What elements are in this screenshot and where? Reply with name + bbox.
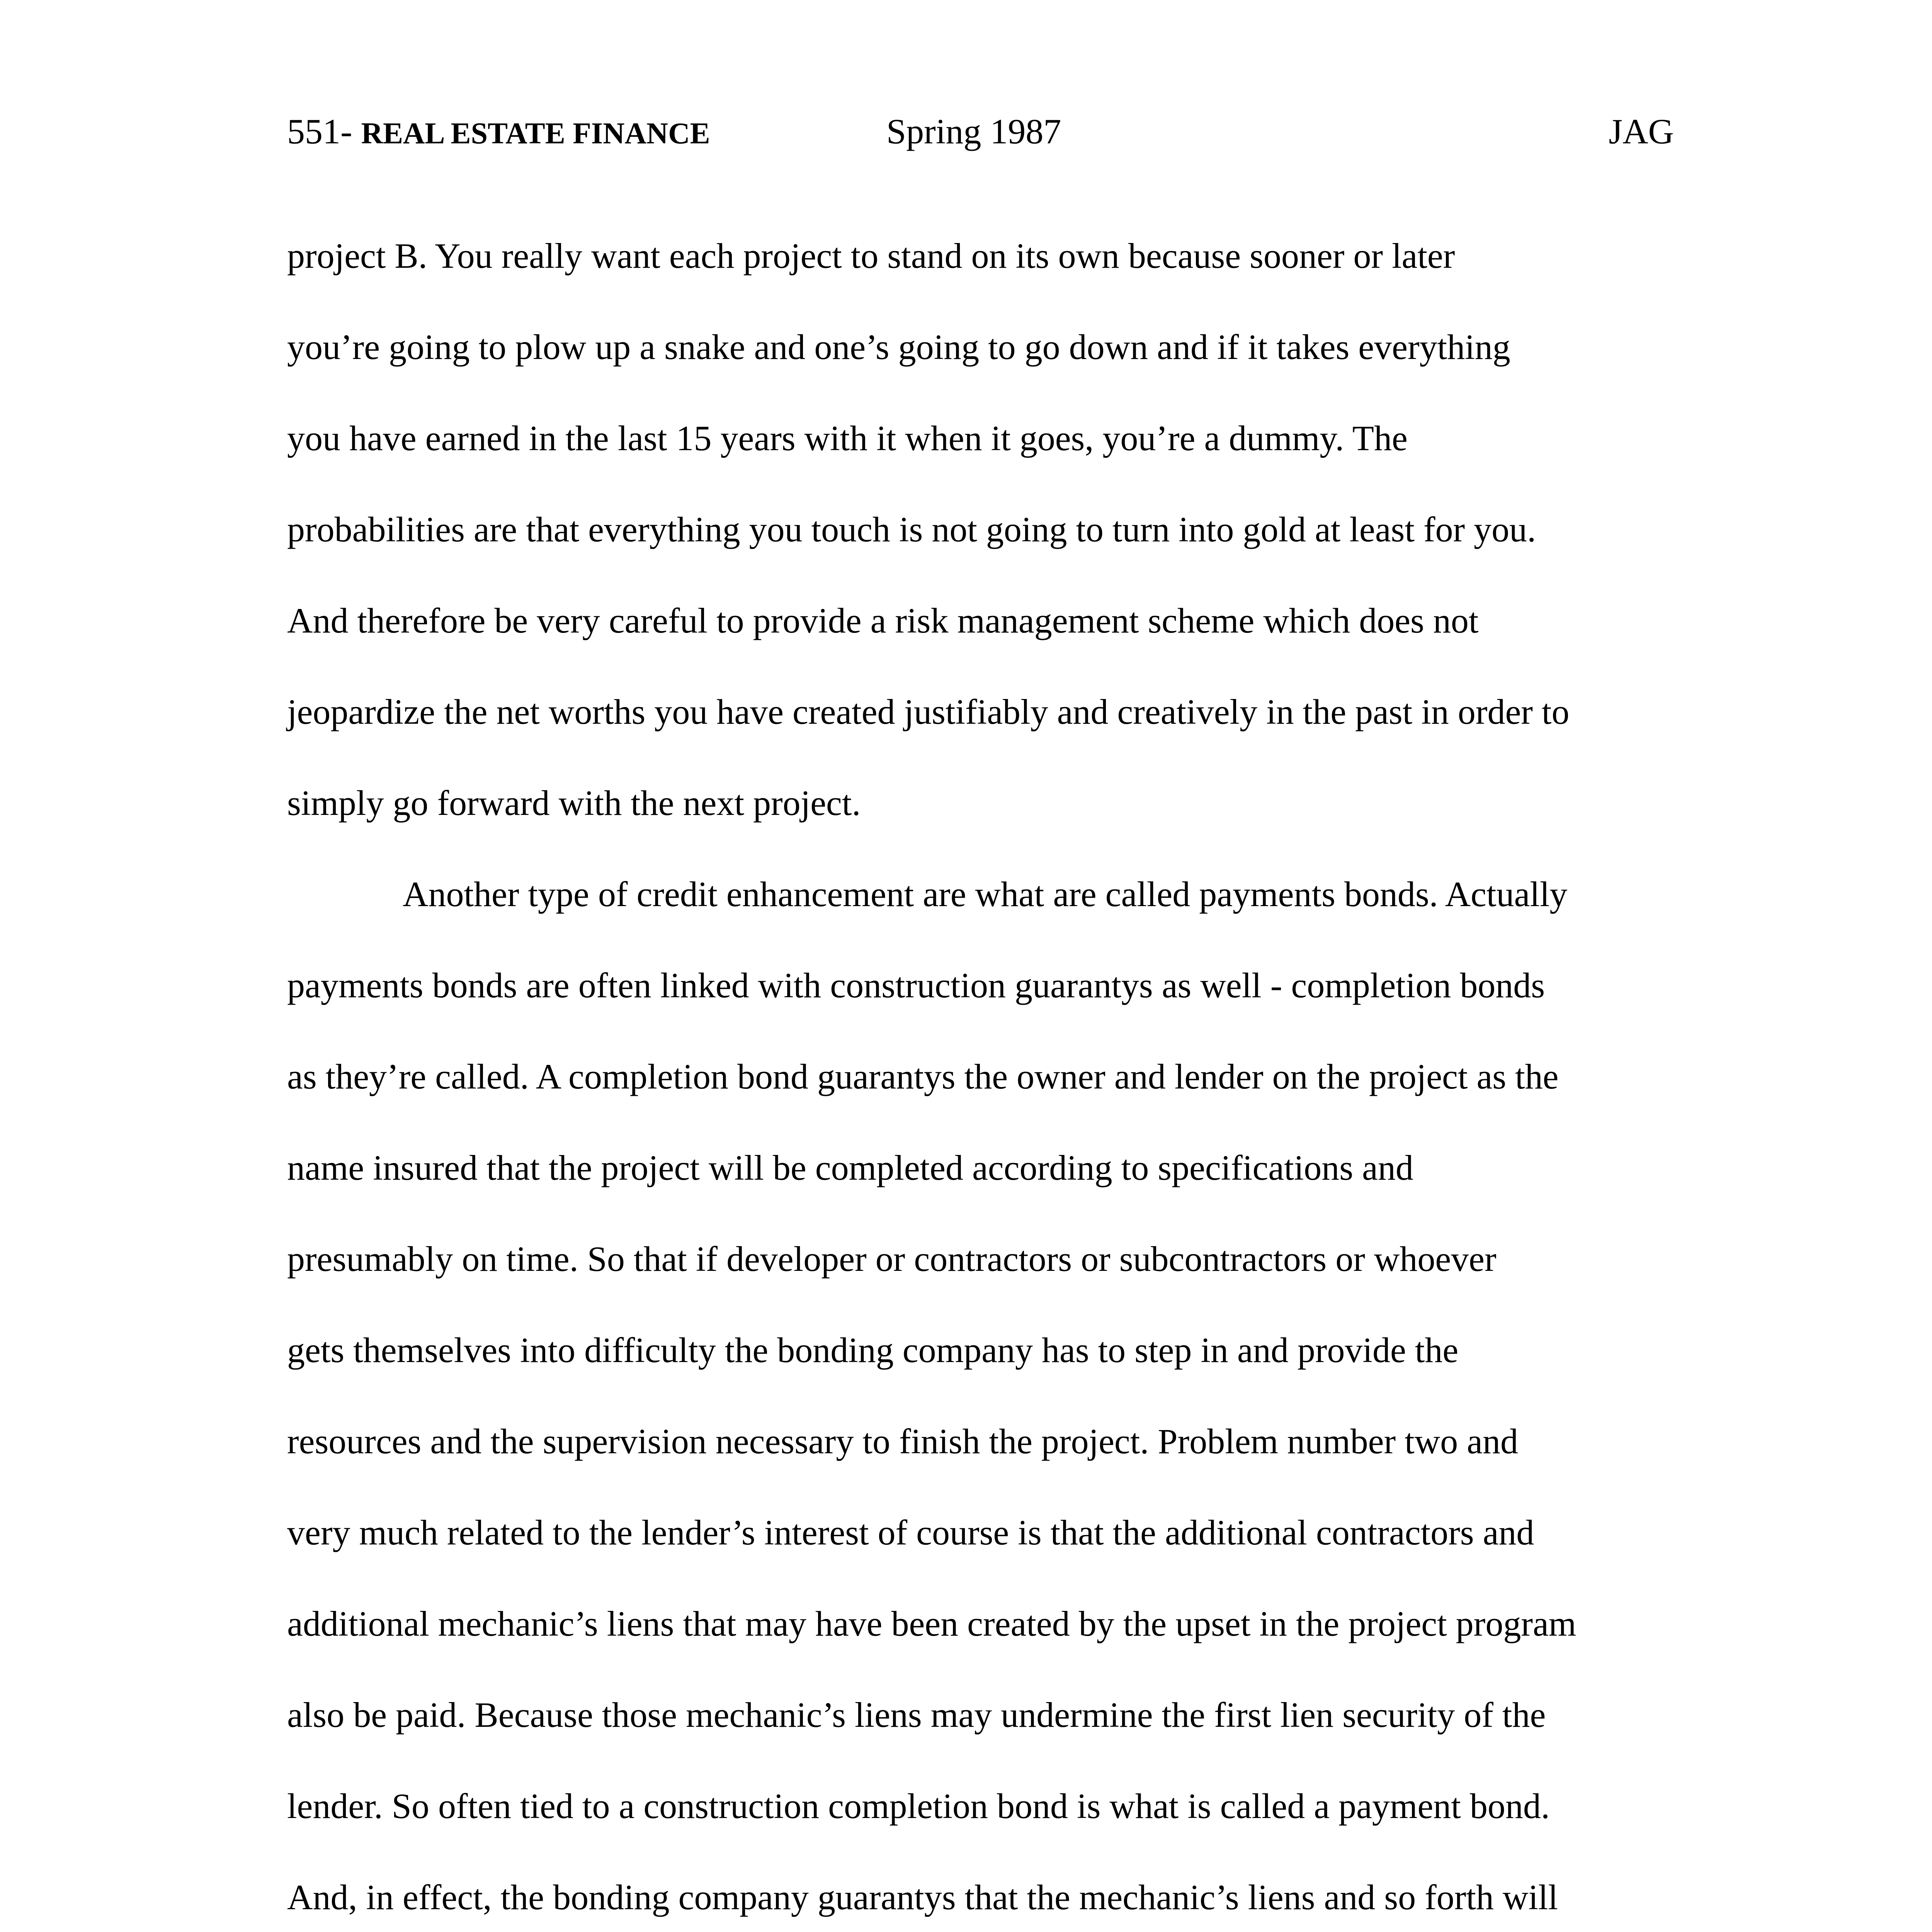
body-line: probabilities are that everything you touch is not going to turn into gold at least for you.	[287, 510, 1536, 549]
header-course-code: 551-	[287, 112, 352, 151]
body-line: jeopardize the net worths you have created justifiably and creatively in the past in order to	[287, 692, 1570, 731]
body-line: gets themselves into difficulty the bonding company has to step in and provide the	[287, 1330, 1459, 1370]
header-initials: JAG	[1609, 112, 1674, 151]
body-line: you’re going to plow up a snake and one’s going to go down and if it takes everything	[287, 327, 1510, 367]
header-course-title: REAL ESTATE FINANCE	[361, 116, 710, 150]
body-line: very much related to the lender’s interest of course is that the additional contractors and	[287, 1513, 1534, 1552]
body-line: project B. You really want each project to stand on its own because sooner or later	[287, 236, 1455, 276]
body-line: you have earned in the last 15 years with it when it goes, you’re a dummy. The	[287, 418, 1408, 458]
body-line: payments bonds are often linked with construction guarantys as well - completion bonds	[287, 966, 1545, 1005]
body-line: additional mechanic’s liens that may have been created by the upset in the project program	[287, 1604, 1577, 1643]
header-course	[287, 112, 710, 153]
paragraph-first-line: Another type of credit enhancement are what are called payments bonds. Actually	[403, 874, 1568, 914]
body-line: resources and the supervision necessary to finish the project. Problem number two and	[287, 1422, 1518, 1461]
body-line: And, in effect, the bonding company guarantys that the mechanic’s liens and so forth will	[287, 1878, 1558, 1917]
body-line: also be paid. Because those mechanic’s liens may undermine the first lien security of the	[287, 1695, 1546, 1735]
body-line: simply go forward with the next project.	[287, 783, 861, 823]
body-line: lender. So often tied to a construction completion bond is what is called a payment bond.	[287, 1786, 1550, 1826]
body-line: as they’re called. A completion bond guarantys the owner and lender on the project as the	[287, 1057, 1559, 1096]
body-line: name insured that the project will be completed according to specifications and	[287, 1148, 1413, 1187]
header-term: Spring 1987	[886, 112, 1061, 151]
body-line: presumably on time. So that if developer or contractors or subcontractors or whoever	[287, 1239, 1497, 1279]
body-line: And therefore be very careful to provide a risk management scheme which does not	[287, 601, 1479, 640]
